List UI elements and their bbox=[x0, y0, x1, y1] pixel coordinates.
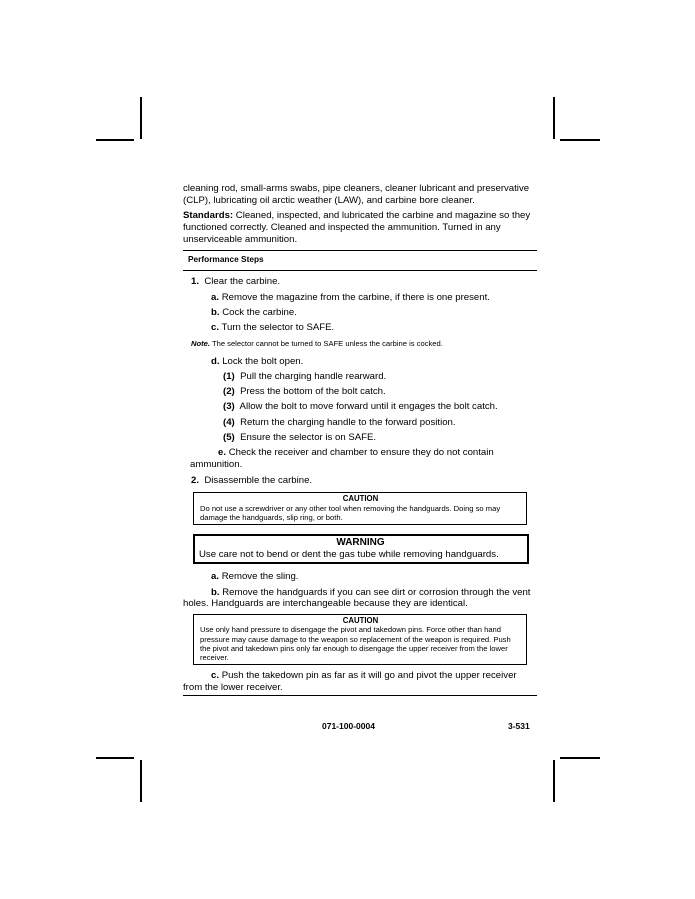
step-1d bbox=[183, 356, 537, 368]
note-paragraph bbox=[183, 338, 537, 350]
step-1e-text: Check the receiver and chamber to ensure they do not contain ammunition. bbox=[190, 447, 494, 470]
section-rule-bottom bbox=[183, 695, 537, 696]
step-2-number: 2. bbox=[191, 474, 200, 486]
caution-text: Do not use a screwdriver or any other tool when removing the handguards. Doing so may damage the handguards, slip ring, or both. bbox=[200, 503, 501, 522]
crop-mark-top-left-vertical bbox=[140, 97, 142, 139]
step-1e bbox=[183, 447, 537, 470]
step-1a bbox=[183, 292, 537, 304]
crop-mark-bottom-right-horizontal bbox=[560, 757, 600, 759]
note-text: The selector cannot be turned to SAFE unless the carbine is cocked. bbox=[209, 338, 443, 348]
substep-text: Pull the charging handle rearward. bbox=[240, 370, 387, 382]
crop-mark-bottom-left-horizontal bbox=[96, 757, 134, 759]
substep-number: (2) bbox=[223, 386, 235, 398]
step-1a-text: Remove the magazine from the carbine, if there is one present. bbox=[221, 291, 490, 303]
step-1c bbox=[183, 322, 537, 334]
step-2 bbox=[183, 475, 537, 487]
crop-mark-top-left-horizontal bbox=[96, 139, 134, 141]
warning-text: Use care not to bend or dent the gas tube while removing handguards. bbox=[199, 548, 499, 560]
step-2a-label: a. bbox=[211, 571, 220, 583]
step-1b bbox=[183, 307, 537, 319]
step-2-text: Disassemble the carbine. bbox=[204, 474, 313, 486]
crop-mark-bottom-left-vertical bbox=[140, 760, 142, 802]
standards-text: Cleaned, inspected, and lubricated the carbine and magazine so they functioned correctly. Cleaned and inspected the ammunition. Turned in any unserviceable ammunition. bbox=[183, 210, 531, 245]
substep-number: (3) bbox=[223, 401, 235, 413]
step-1a-label: a. bbox=[211, 291, 220, 303]
step-2b-text: Remove the handguards if you can see dirt or corrosion through the vent holes. Handguards are interchangeable because they are identical. bbox=[183, 586, 531, 610]
step-2b bbox=[183, 587, 537, 610]
caution-title: CAUTION bbox=[342, 494, 379, 504]
substep-number: (5) bbox=[223, 432, 235, 443]
substep-text: Allow the bolt to move forward until it engages the bolt catch. bbox=[239, 401, 498, 413]
step-2a-text: Remove the sling. bbox=[221, 571, 299, 583]
crop-mark-top-right-horizontal bbox=[560, 139, 600, 141]
step-1d-sub-5 bbox=[183, 432, 537, 444]
step-2c-text: Push the takedown pin as far as it will go and pivot the upper receiver from the lower receiver. bbox=[183, 670, 517, 694]
step-1-text: Clear the carbine. bbox=[204, 276, 281, 288]
section-rule-header bbox=[183, 270, 537, 271]
crop-mark-top-right-vertical bbox=[553, 97, 555, 139]
substep-number: (4) bbox=[223, 416, 235, 428]
crop-mark-bottom-right-vertical bbox=[553, 760, 555, 802]
step-1d-sub-2 bbox=[183, 386, 537, 398]
step-2b-label: b. bbox=[211, 586, 220, 598]
footer-task-number: 071-100-0004 bbox=[322, 721, 375, 731]
footer-page-number: 3-531 bbox=[508, 721, 530, 731]
step-1d-sub-3 bbox=[183, 401, 537, 413]
materials-paragraph: cleaning rod, small-arms swabs, pipe cleaners, cleaner lubricant and preservative (CLP), lubricating oil arctic weather (LAW), and carbine bore cleaner. bbox=[183, 183, 530, 206]
warning-title: WARNING bbox=[336, 537, 385, 549]
step-1d-label: d. bbox=[211, 355, 220, 367]
step-1 bbox=[183, 276, 537, 288]
page-content bbox=[183, 183, 537, 696]
substep-text: Return the charging handle to the forward position. bbox=[240, 416, 456, 428]
note-label: Note. bbox=[191, 338, 210, 348]
step-1d-sub-4 bbox=[183, 417, 537, 429]
step-1c-text: Turn the selector to SAFE. bbox=[221, 322, 335, 334]
substep-text: Press the bottom of the bolt catch. bbox=[240, 386, 386, 398]
warning-box bbox=[193, 534, 529, 564]
standards-label: Standards: bbox=[183, 210, 234, 222]
step-1b-text: Cock the carbine. bbox=[222, 306, 297, 318]
step-1b-label: b. bbox=[211, 306, 220, 318]
step-1-number: 1. bbox=[191, 276, 200, 288]
caution-box-1 bbox=[193, 492, 527, 525]
step-2c bbox=[183, 670, 537, 693]
caution-text: Use only hand pressure to disengage the pivot and takedown pins. Force other than hand pressure may cause damage to the weapon so replacement of the weapon is required. Push the pivot and takedown pins only far enough to disengage the upper receiver from the lower receiver. bbox=[200, 625, 511, 663]
substep-number: (1) bbox=[223, 370, 235, 382]
performance-steps-heading: Performance Steps bbox=[188, 253, 264, 264]
caution-title: CAUTION bbox=[342, 616, 379, 625]
caution-box-2 bbox=[193, 614, 527, 665]
step-2a bbox=[183, 571, 537, 583]
step-2c-label: c. bbox=[211, 670, 220, 682]
step-1d-text: Lock the bolt open. bbox=[222, 355, 304, 367]
step-1e-label: e. bbox=[218, 447, 227, 459]
step-1d-sub-1 bbox=[183, 371, 537, 383]
step-1c-label: c. bbox=[211, 322, 220, 334]
standards-paragraph bbox=[183, 210, 537, 245]
substep-text: Ensure the selector is on SAFE. bbox=[240, 432, 377, 443]
